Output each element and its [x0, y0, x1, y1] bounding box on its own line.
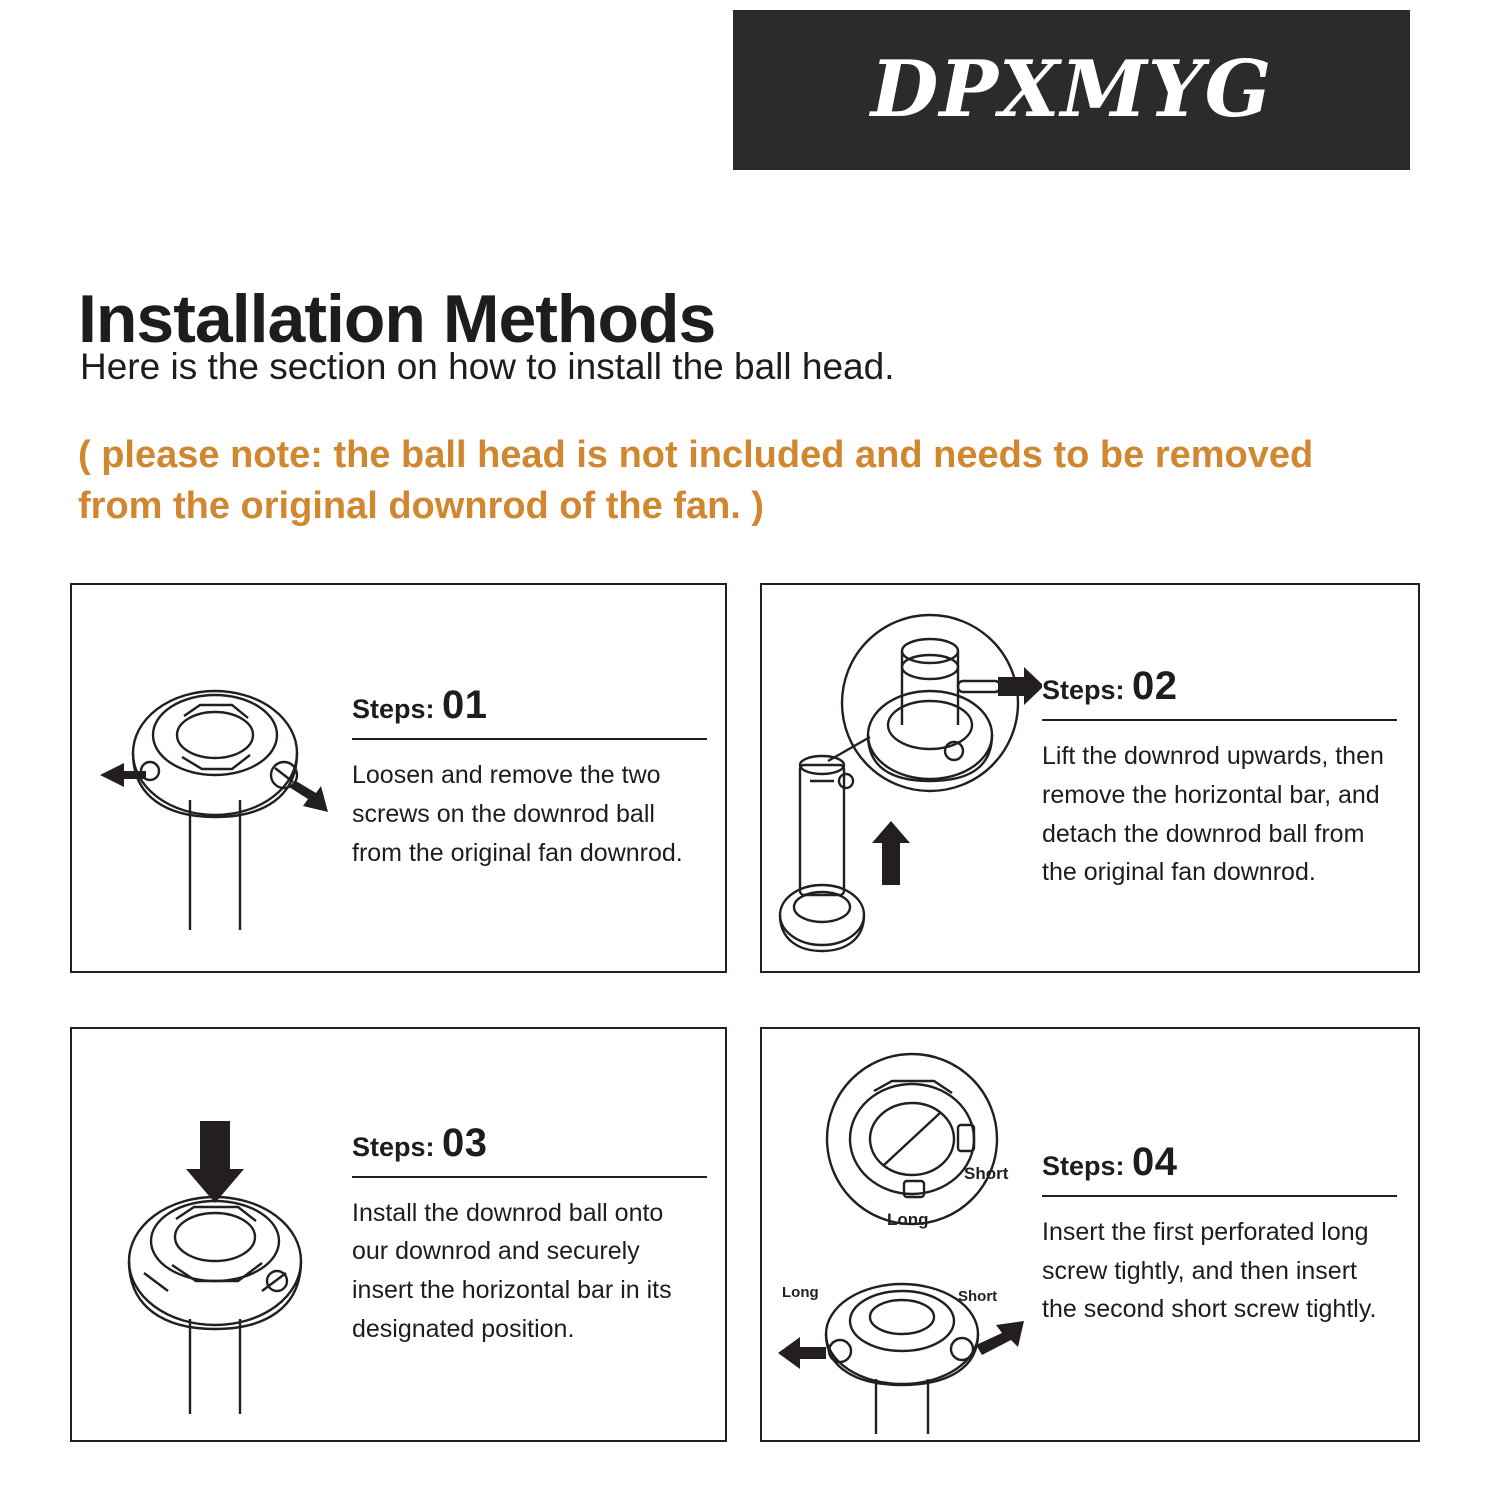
step-card-03 [70, 1027, 727, 1442]
step-01-figure [72, 585, 352, 971]
step-03-label: Steps: [352, 1131, 435, 1162]
step-01-divider [352, 738, 707, 740]
page-subtitle: Here is the section on how to install the ball head. [80, 346, 895, 387]
step-01-label: Steps: [352, 694, 435, 725]
step-02-divider [1042, 719, 1397, 721]
step-03-divider [352, 1176, 707, 1178]
page-note: ( please note: the ball head is not included and needs to be removed from the original downrod of the fan. ) [78, 434, 1314, 528]
callout-long-bottom: Long [782, 1284, 819, 1301]
step-01-number: 01 [442, 683, 488, 728]
step-03-heading [352, 1121, 709, 1166]
step-02-text: Lift the downrod upwards, then remove the horizontal bar, and detach the downrod ball from the original fan downrod. [1042, 742, 1384, 887]
step-03-text: Install the downrod ball onto our downrod and securely insert the horizontal bar in its designated position. [352, 1198, 672, 1343]
step-card-01 [70, 583, 727, 973]
step-03-figure [72, 1029, 352, 1440]
step-04-text: Insert the first perforated long screw tightly, and then insert the second short screw tightly. [1042, 1217, 1377, 1324]
step-04-heading [1042, 1140, 1402, 1185]
page-title: Installation Methods [78, 280, 716, 357]
step-02-number: 02 [1132, 664, 1178, 708]
step-04-figure [762, 1029, 1042, 1440]
step-01-text: Loosen and remove the two screws on the downrod ball from the original fan downrod. [352, 761, 683, 867]
callout-short-top: Short [964, 1164, 1009, 1183]
step-02-heading [1042, 664, 1402, 709]
callout-long-top: Long [887, 1210, 929, 1229]
callout-short-bottom: Short [958, 1288, 998, 1305]
step-01-heading [352, 683, 709, 728]
step-04-divider [1042, 1195, 1397, 1197]
step-02-label: Steps: [1042, 675, 1125, 705]
step-card-02 [760, 583, 1420, 973]
step-card-04 [760, 1027, 1420, 1442]
step-04-number: 04 [1132, 1139, 1178, 1184]
step-03-number: 03 [442, 1120, 488, 1165]
step-02-figure [762, 585, 1042, 971]
brand-name: DPXMYG [870, 44, 1273, 135]
brand-bar [733, 10, 1410, 170]
step-04-label: Steps: [1042, 1150, 1125, 1181]
